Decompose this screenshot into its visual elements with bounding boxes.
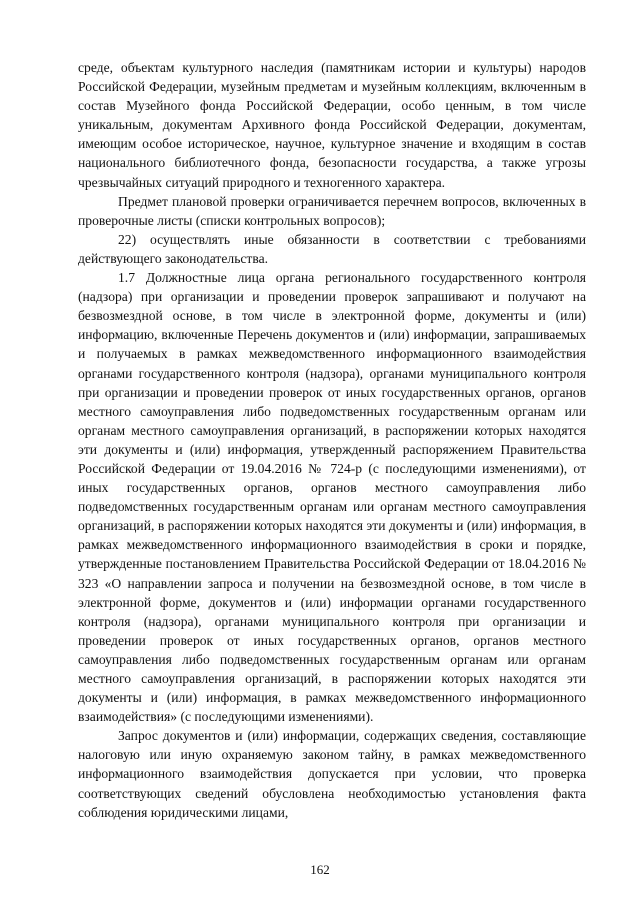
paragraph-section-1-7: 1.7 Должностные лица органа регионального государственного контроля (надзора) при организации и проведении проверок запрашивают и получают на безвозмездной основе, в том числе в электронной форме, документы и (или) информацию, включенные Перечень документов и (или) информации, запрашиваемых и получаемых в рамках межведомственного информационного взаимодействия органами государственного контроля (надзора), органами муниципального контроля при организации и проведении проверок от иных государственных органов, органов местного самоуправления либо подведомственных государственным органам или органам местного самоуправления организаций, в распоряжении которых находятся эти документы и (или) информация, утвержденный распоряжением Правительства Российской Федерации от 19.04.2016 № 724-р (с последующими изменениями), от иных государственных органов, органов местного самоуправления либо подведомственных государственным органам или органам местного самоуправления организаций, в распоряжении которых находятся эти документы и (или) информация, в рамках межведомственного информационного взаимодействия в сроки и порядке, утвержденные постановлением Правительства Российской Федерации от 18.04.2016 № 323 «О направлении запроса и получении на безвозмездной основе, в том числе в электронной форме, документов и (или) информации органами государственного контроля (надзора), органами муниципального контроля при организации и проведении проверок от иных государственных органов, органов местного самоуправления либо подведомственных государственным органам или органам местного самоуправления организаций, в распоряжении которых находятся эти документы и (или) информация, в рамках межведомственного информационного взаимодействия» (с последующими изменениями). [78,270,586,725]
paragraph-request-documents: Запрос документов и (или) информации, содержащих сведения, составляющие налоговую или иную охраняемую законом тайну, в рамках межведомственного информационного взаимодействия допускается при условии, что проверка соответствующих сведений обусловлена необходимостью установления факта соблюдения юридическими лицами, [78,728,586,820]
paragraph-inspection-subject: Предмет плановой проверки ограничивается перечнем вопросов, включенных в проверочные листы (списки контрольных вопросов); [78,193,586,228]
paragraph-item-22: 22) осуществлять иные обязанности в соответствии с требованиями действующего законодательства. [78,231,586,266]
page-number: 162 [310,862,330,877]
document-page [78,58,586,822]
paragraph-environment-objects: среде, объектам культурного наследия (памятникам истории и культуры) народов Российской Федерации, музейным предметам и музейным коллекциям, включенным в состав Музейного фонда Российской Федерации, особо ценным, в том числе уникальным, документам Архивного фонда Российской Федерации, документам, имеющим особое историческое, научное, культурное значение и входящим в состав национального библиотечного фонда, безопасности государства, а также угрозы чрезвычайных ситуаций природного и техногенного характера. [78,60,586,190]
